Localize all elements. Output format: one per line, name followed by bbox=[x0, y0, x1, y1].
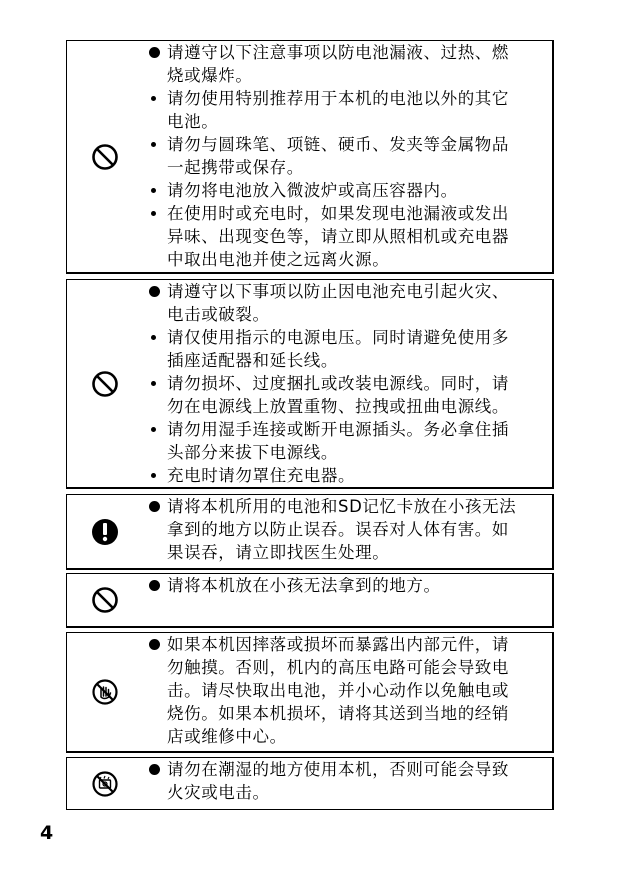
bullet bbox=[149, 47, 160, 58]
text-line: 击。请尽快取出电池，并小心动作以免触电或 bbox=[167, 681, 509, 700]
prohibition-icon bbox=[91, 143, 119, 171]
text-line: 请勿损坏、过度捆扎或改装电源线。同时，请 bbox=[167, 374, 509, 393]
page-number: 4 bbox=[40, 822, 54, 844]
no-wet-use-icon bbox=[91, 770, 119, 798]
warning-box-swallow bbox=[66, 494, 554, 570]
text-line: 请遵守以下注意事项以防电池漏液、过热、燃 bbox=[167, 43, 509, 62]
bullet bbox=[149, 501, 160, 512]
text-line: 请遵守以下事项以防止因电池充电引起火灾、 bbox=[167, 282, 509, 301]
text-line: 请勿在潮湿的地方使用本机，否则可能会导致 bbox=[167, 760, 509, 779]
bullet bbox=[151, 142, 156, 147]
text-line: 请仅使用指示的电源电压。同时请避免使用多 bbox=[167, 328, 509, 347]
text-line: 请勿将电池放入微波炉或高压容器内。 bbox=[167, 181, 458, 200]
text-line: 在使用时或充电时，如果发现电池漏液或发出 bbox=[167, 204, 509, 223]
text-line: 请将本机所用的电池和SD记忆卡放在小孩无法 bbox=[167, 497, 517, 516]
text-line: 火灾或电击。 bbox=[167, 783, 270, 802]
bullet bbox=[151, 427, 156, 432]
mandatory-exclamation-icon bbox=[91, 518, 119, 546]
bullet bbox=[149, 580, 160, 591]
text-line: 拿到的地方以防止误吞。误吞对人体有害。如 bbox=[167, 520, 509, 539]
bullet bbox=[149, 764, 160, 775]
bullet bbox=[149, 639, 160, 650]
warning-box-humidity bbox=[66, 757, 554, 810]
text-line: 电击或破裂。 bbox=[167, 305, 270, 324]
bullet bbox=[151, 381, 156, 386]
text-line: 异味、出现变色等，请立即从照相机或充电器 bbox=[167, 227, 509, 246]
prohibition-icon bbox=[91, 370, 119, 398]
warning-box-internal-parts bbox=[66, 632, 554, 753]
bullet bbox=[151, 96, 156, 101]
text-line: 烧伤。如果本机损坏，请将其送到当地的经销 bbox=[167, 704, 509, 723]
text-line: 一起携带或保存。 bbox=[167, 158, 304, 177]
text-line: 中取出电池并使之远离火源。 bbox=[167, 250, 390, 269]
text-line: 充电时请勿罩住充电器。 bbox=[167, 466, 356, 485]
text-line: 请勿用湿手连接或断开电源插头。务必拿住插 bbox=[167, 420, 509, 439]
text-line: 如果本机因摔落或损坏而暴露出内部元件，请 bbox=[167, 635, 509, 654]
warning-box-battery-leak bbox=[66, 40, 554, 274]
text-line: 请勿与圆珠笔、项链、硬币、发夹等金属物品 bbox=[167, 135, 509, 154]
bullet bbox=[151, 188, 156, 193]
text-line: 插座适配器和延长线。 bbox=[167, 351, 338, 370]
text-line: 勿触摸。否则，机内的高压电路可能会导致电 bbox=[167, 658, 509, 677]
text-line: 请勿使用特别推荐用于本机的电池以外的其它 bbox=[167, 89, 509, 108]
bullet bbox=[149, 286, 160, 297]
bullet bbox=[151, 211, 156, 216]
bullet bbox=[151, 473, 156, 478]
text-line: 请将本机放在小孩无法拿到的地方。 bbox=[167, 576, 441, 595]
text-line: 勿在电源线上放置重物、拉拽或扭曲电源线。 bbox=[167, 397, 509, 416]
text-line: 烧或爆炸。 bbox=[167, 66, 253, 85]
do-not-touch-icon bbox=[91, 678, 119, 706]
warning-box-children bbox=[66, 573, 554, 628]
text-line: 电池。 bbox=[167, 112, 219, 131]
warning-box-battery-charging bbox=[66, 279, 554, 489]
prohibition-icon bbox=[91, 586, 119, 614]
bullet bbox=[151, 335, 156, 340]
text-line: 店或维修中心。 bbox=[167, 727, 287, 746]
text-line: 果误吞，请立即找医生处理。 bbox=[167, 543, 390, 562]
text-line: 头部分来拔下电源线。 bbox=[167, 443, 338, 462]
